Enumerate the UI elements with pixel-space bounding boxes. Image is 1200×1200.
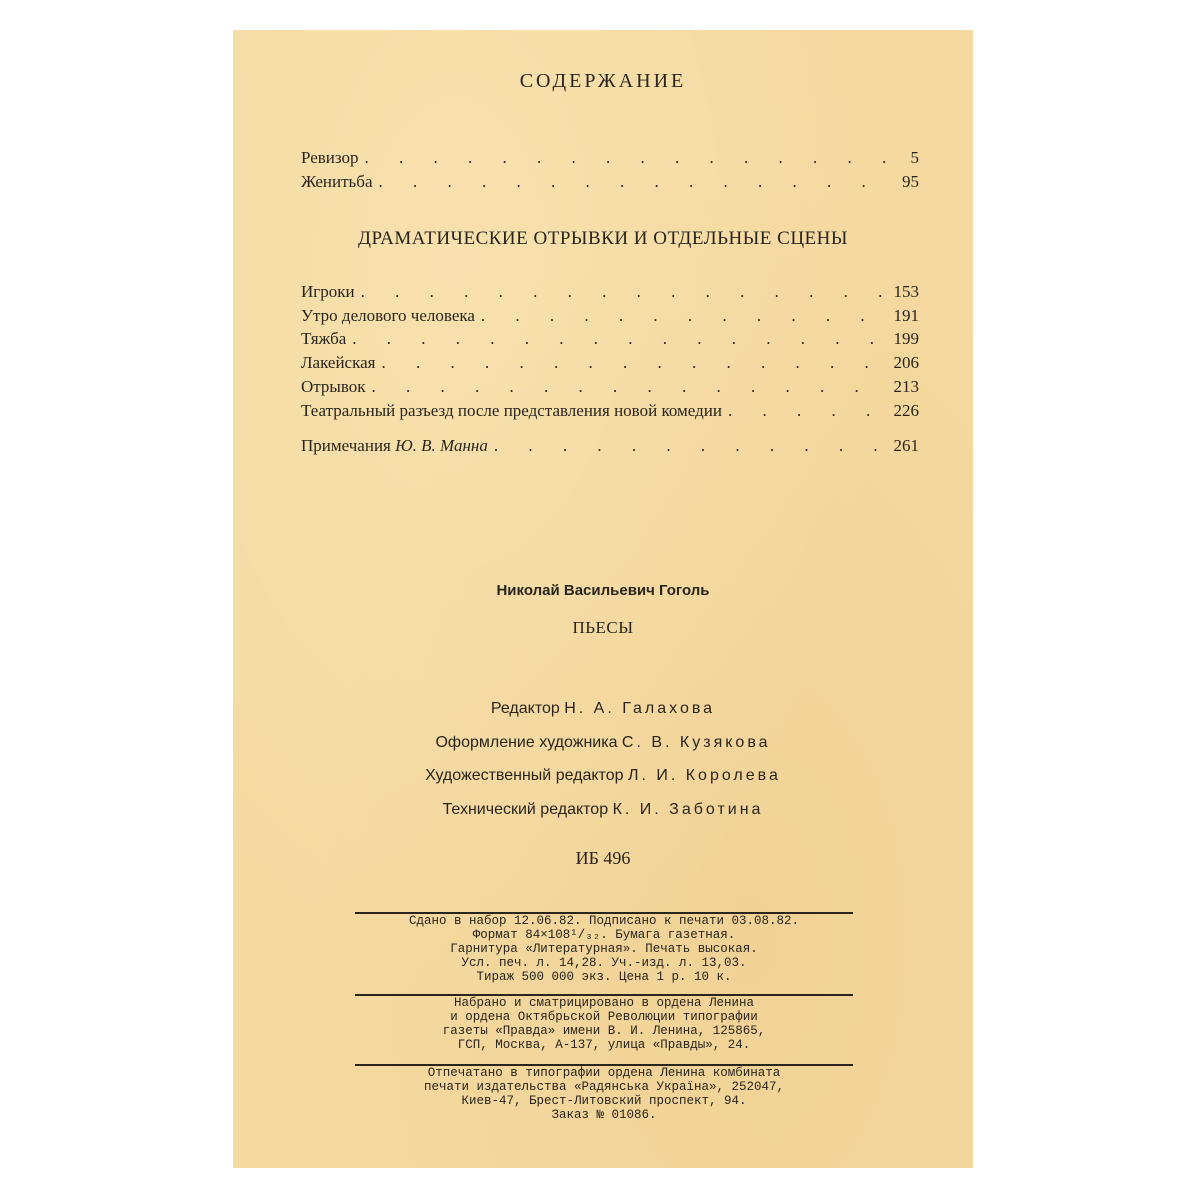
dot-leader	[361, 281, 888, 303]
toc-item-title: Игроки	[301, 282, 355, 301]
credit-tech-editor	[233, 799, 973, 821]
imprint-line: Киев-47, Брест-Литовский проспект, 94.	[461, 1094, 747, 1108]
ib-number: ИБ 496	[575, 848, 631, 868]
imprint-line: ГСП, Москва, А-137, улица «Правды», 24.	[457, 1038, 751, 1052]
book-title: ПЬЕСЫ	[572, 618, 634, 637]
imprint-block-production	[355, 912, 853, 984]
dot-leader	[381, 352, 887, 374]
toc-item-title: Ревизор	[301, 148, 359, 167]
toc-item-igroki	[301, 281, 919, 303]
toc-item-page: 95	[902, 172, 919, 191]
toc-item-revizor	[301, 147, 919, 169]
toc-item-lakeyskaya	[301, 352, 919, 374]
imprint-line: Усл. печ. л. 14,28. Уч.-изд. л. 13,03.	[461, 956, 747, 970]
imprint-line: Формат 84×108¹/₃₂. Бумага газетная.	[472, 928, 736, 942]
credit-art-editor	[233, 765, 973, 787]
imprint-line: Отпечатано в типографии ордена Ленина комбината	[427, 1066, 781, 1080]
imprint-line: газеты «Правда» имени В. И. Ленина, 125865,	[442, 1024, 766, 1038]
imprint-block-printing	[355, 1064, 853, 1122]
author-name: Николай Васильевич Гоголь	[496, 582, 710, 599]
toc-item-page: 213	[893, 377, 919, 396]
credit-person: Л. И. Королева	[627, 767, 781, 784]
toc-item-page: 153	[893, 282, 919, 301]
toc-item-title: Театральный разъезд после представления новой комедии	[301, 401, 722, 420]
toc-item-page: 261	[893, 436, 919, 455]
credit-role: Технический редактор	[442, 801, 609, 818]
credit-person: К. И. Заботина	[612, 801, 764, 818]
notes-author: Ю. В. Манна	[395, 436, 488, 455]
dot-leader	[352, 328, 887, 350]
dot-leader	[494, 435, 888, 457]
toc-item-title: Отрывок	[301, 377, 366, 396]
dot-leader	[365, 147, 905, 169]
notes-label: Примечания	[301, 436, 391, 455]
credit-role: Художественный редактор	[425, 767, 624, 784]
toc-item-page: 206	[893, 353, 919, 372]
toc-item-title: Женитьба	[301, 172, 373, 191]
credit-design	[233, 732, 973, 754]
toc-item-page: 191	[893, 306, 919, 325]
toc-item-page: 226	[893, 401, 919, 420]
imprint-line: печати издательства «Радянська Україна», 252047,	[423, 1080, 785, 1094]
toc-item-title: Тяжба	[301, 329, 347, 348]
dot-leader	[372, 376, 888, 398]
credit-person: С. В. Кузякова	[621, 734, 771, 751]
credit-editor	[233, 698, 973, 720]
imprint-line: Тираж 500 000 экз. Цена 1 р. 10 к.	[476, 970, 732, 984]
toc-item-otryvok	[301, 376, 919, 398]
toc-item-notes	[301, 435, 919, 457]
dot-leader	[379, 171, 897, 193]
toc-item-teatralny-razezd	[301, 400, 919, 422]
credit-person: Н. А. Галахова	[564, 700, 716, 717]
toc-item-tyazhba	[301, 328, 919, 350]
imprint-line: Набрано и сматрицировано в ордена Ленина	[453, 996, 755, 1010]
toc-title: СОДЕРЖАНИЕ	[519, 70, 687, 92]
toc-item-title: Утро делового человека	[301, 306, 475, 325]
credit-role: Редактор	[490, 700, 560, 717]
imprint-line: и ордена Октябрьской Революции типографии	[450, 1010, 758, 1024]
section-title: ДРАМАТИЧЕСКИЕ ОТРЫВКИ И ОТДЕЛЬНЫЕ СЦЕНЫ	[358, 228, 848, 249]
imprint-line: Заказ № 01086.	[551, 1108, 657, 1122]
book-page	[233, 30, 973, 1168]
toc-item-page: 5	[910, 148, 919, 167]
toc-item-utro	[301, 305, 919, 327]
toc-item-zhenitba	[301, 171, 919, 193]
credit-role: Оформление художника	[435, 734, 618, 751]
dot-leader	[481, 305, 888, 327]
imprint-line: Сдано в набор 12.06.82. Подписано к печати 03.08.82.	[408, 914, 800, 928]
dot-leader	[728, 400, 888, 422]
imprint-block-typesetting	[355, 994, 853, 1052]
imprint-line: Гарнитура «Литературная». Печать высокая.	[450, 942, 758, 956]
toc-item-page: 199	[893, 329, 919, 348]
toc-item-title	[301, 435, 488, 457]
toc-item-title: Лакейская	[301, 353, 376, 372]
